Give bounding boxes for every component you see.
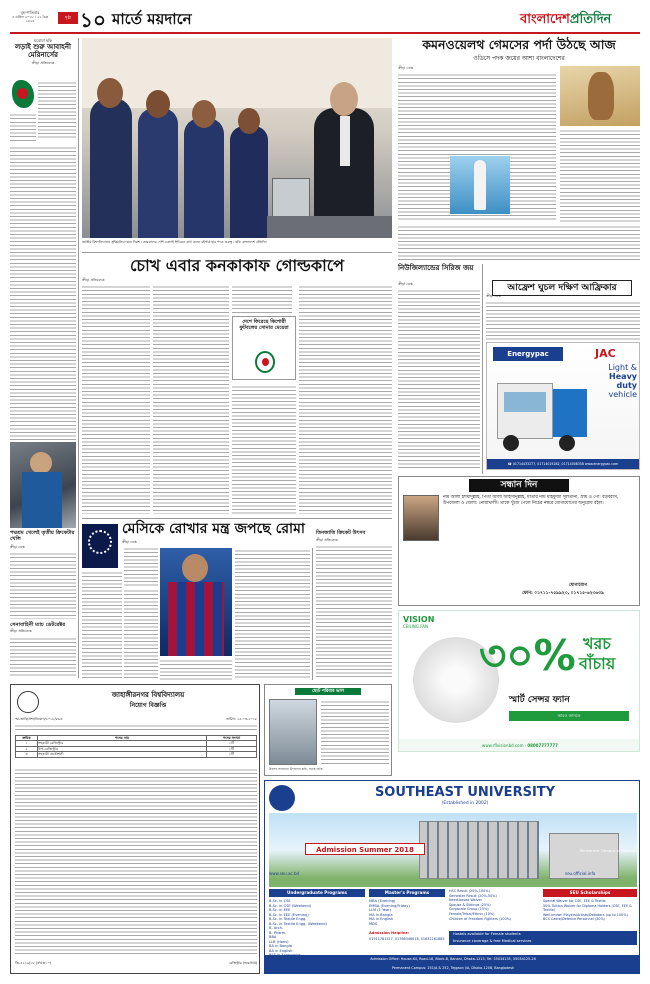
seu-masters-title: Master's Programs — [369, 889, 445, 897]
ju-sign: রেজিস্ট্রার (ভারপ্রাপ্ত) — [228, 961, 257, 965]
story3-headline: সেনাবাহিনী ম্যাচ ডেটরেক্টর — [10, 622, 66, 628]
list-item: HSC Result (20%-100%) — [449, 889, 490, 893]
list-item: 50% Tuition Waiver for Diploma Holders (CSE, EEE & Textile) — [543, 903, 632, 913]
seu-address: Permanent Campus: 251/A & 252, Tejgaon I/A, Dhaka-1208, Bangladesh — [391, 966, 515, 970]
missing-body: নাম আলী ইশমাদুল্লাহ, পিতা আলী আহসানুল্লাহ, মাতার নাম মাহফুজা সুলতানা, গ্রাম ও পো: বড়বরাস, উপজেলা ও জেলা: নোয়াখালী। তাকে খুঁজে পেলে নিচের নম্বরে যোগাযোগের অনুরোধ রইল। — [443, 495, 619, 506]
day: বৃহস্পতিবার — [20, 10, 40, 15]
seu-helpline[interactable]: 01911781327, 01766348018, 01632261885 — [369, 937, 445, 941]
cricketer-photo — [10, 442, 76, 528]
seu-scholar-list — [543, 899, 637, 922]
champions-league-logo — [82, 524, 118, 568]
list-item: BA in Bangla — [269, 944, 292, 948]
list-item: MA in Bangla — [369, 912, 393, 917]
missing-contact-label: যোগাযোগ — [568, 583, 588, 588]
main-photo-caption: জাতীয় বিশ্বদলিদ্যালয় হ্রক্ষিমলিনে ছাত্র দিকশ । তারকাদের দেশি একদাই ইন্টারনে কথা বলেন বইপার্ক হার পদক গুরুত্ব । ছবি: বাংলাদেশ প্রতিদিন — [82, 240, 267, 244]
list-item: LLB (Hons) — [269, 939, 289, 944]
ju-date: তারিখ: ২৫-০৩-২০১৮ — [226, 717, 257, 721]
seu-name: SOUTHEAST UNIVERSITY — [374, 785, 556, 800]
kicker: ঘরোয়া হকি — [33, 38, 53, 43]
ju-table-header-cell: ক্রমিক — [16, 736, 38, 741]
kankakaf-text — [153, 284, 229, 514]
list-item: Need-based Waiver — [449, 898, 483, 903]
seu-ug-title: Undergraduate Programs — [269, 889, 365, 897]
vision-sub: স্মার্ট সেন্সর ফ্যান — [509, 695, 570, 705]
paper-name — [520, 12, 611, 28]
column-rule — [312, 548, 313, 680]
cricket-box-byline: ক্রীড়া প্রতিবেদক — [316, 538, 338, 542]
cwg-text — [560, 128, 640, 222]
messi-text — [124, 546, 158, 586]
story2-text — [10, 551, 76, 619]
seu-logo-icon — [269, 785, 295, 811]
messi-text — [82, 570, 122, 680]
africa-text — [486, 300, 640, 340]
table-cell: সহকারী প্রকৌশলী — [38, 752, 207, 757]
dateline — [10, 10, 50, 24]
story2-byline: ক্রীড়া ডেস্ক — [10, 545, 25, 549]
masthead-rule — [10, 32, 640, 34]
ju-post-table — [15, 735, 257, 758]
small-ad-body: উৎসব সাবধানে উদযাপন করি, সতর্ক থাকি — [269, 767, 323, 771]
list-item: EMBA (Evening/Friday) — [369, 903, 410, 908]
table-cell: ১টি — [207, 752, 257, 757]
vision-brand: VISION — [403, 615, 435, 624]
seu-scholar-title: SEU Scholarships — [543, 889, 637, 897]
seu-facebook[interactable]: seu.official.info — [565, 871, 596, 876]
vision-price-label: আরও জানতে — [509, 711, 629, 721]
kankakaf-text — [82, 284, 150, 514]
kankakaf-text — [232, 384, 296, 514]
left-byline: ক্রীড়া প্রতিবেদক — [31, 61, 55, 65]
list-item: Well-known Players/Artists/Debaters (up to 100%) — [543, 912, 628, 917]
ju-job-notice — [10, 684, 260, 974]
cwg-venue-photo — [450, 156, 510, 214]
list-item: B.Sc. in Textile Engg. — [269, 917, 307, 921]
ju-footer: জি-৫২১৯/১৮ (৩½×১০) — [15, 961, 52, 965]
slogan-line: duty — [616, 381, 637, 390]
missing-person-photo — [403, 495, 439, 541]
seu-ug-list — [269, 899, 365, 958]
list-item: BCS Cadre/Defence Personnel (30%) — [543, 917, 605, 922]
story2-headline: পদ্মশ্রম খেলেই তৃতীয় ক্রিকেটার খেলি — [10, 530, 75, 542]
list-item: MA in English — [369, 917, 394, 921]
energypac-ad[interactable] — [486, 342, 640, 470]
ju-intro-text — [15, 723, 257, 733]
list-item: B. Arch. — [269, 926, 284, 930]
energypac-slogan — [587, 363, 637, 399]
missing-title: সন্ধান দিন — [469, 479, 569, 492]
slogan-line: Heavy — [609, 372, 637, 381]
seu-footer — [265, 955, 640, 974]
list-item: B.Sc. in CSE — [269, 899, 291, 903]
kankakaf-quote-box — [232, 316, 296, 380]
story3-text — [10, 636, 76, 676]
table-cell: উপ-রেজিস্ট্রার — [38, 746, 207, 751]
jac-logo: JAC — [595, 347, 616, 360]
list-item: Spouse & Siblings (25%) — [449, 902, 491, 907]
messi-photo — [160, 548, 232, 656]
cwg-headline: কমনওয়েলথ গেমসের পর্দা উঠছে আজ — [422, 37, 616, 52]
energypac-logo: Energypac — [493, 347, 563, 361]
kankakaf-headline: চোখ এবার কনকাকাফ গোল্ডকাপে — [129, 256, 345, 275]
missing-person-ad — [398, 476, 640, 606]
small-family-ad — [264, 684, 392, 776]
messi-text — [235, 548, 310, 680]
slogan-line: vehicle — [608, 390, 637, 399]
kankakaf-quote: দেশে ফিরেছে কিশোরী ফুটবলের সোনার মেয়েরা — [239, 319, 289, 331]
rule — [82, 252, 392, 253]
messi-byline: ক্রীড়া ডেস্ক — [122, 540, 137, 544]
truck-cabin — [497, 383, 553, 439]
seu-campus-label: Permanent Campus at Tejgaon — [580, 849, 635, 853]
column-rule — [78, 38, 79, 678]
list-item: BA in English — [269, 948, 293, 953]
seu-waiver-list — [449, 889, 539, 921]
vision-fan-ad[interactable] — [398, 610, 640, 752]
list-item: Special Waiver for CSE, EEE & Textile — [543, 899, 606, 903]
cwg-subhead: ওডিসে পদক জয়ের আশা বাংলাদেশের — [473, 55, 565, 62]
table-cell: ৩ — [16, 752, 38, 757]
small-ad-text — [321, 699, 389, 765]
ju-univ: জাহাঙ্গীরনগর বিশ্ববিদ্যালয় — [111, 691, 185, 699]
list-item: Female/Tribal/Ethnic (10%) — [449, 911, 495, 916]
vision-footer: www.rflvisionbd.com · 08007777777 — [399, 739, 640, 752]
page-word: পৃষ্ঠা — [58, 12, 78, 24]
list-item: Corporate Group (15%) — [449, 907, 489, 912]
truck-wheel — [503, 435, 519, 451]
cwg-text — [398, 224, 640, 262]
table-cell: সহকারী রেজিস্ট্রার — [38, 741, 207, 746]
africa-headline: আফ্রেশ ঘুচল দক্ষিণ আফ্রিকার — [492, 280, 632, 296]
left-story-text — [38, 80, 76, 140]
messi-headline: মেসিকে রোখার মন্ত্র জপছে রোমা — [122, 521, 305, 537]
ju-table-header-cell: পদের নাম — [38, 736, 207, 741]
bff-logo-icon — [255, 351, 275, 373]
ju-title: নিয়োগ বিজ্ঞপ্তি — [129, 702, 167, 709]
vision-tagline-2: বাঁচায় — [579, 654, 616, 673]
vision-site[interactable]: www.rflvisionbd.com — [482, 743, 524, 748]
seu-hostel-line: Hostels available for Female students — [453, 932, 521, 936]
messi-text — [160, 658, 232, 680]
seu-admission: Admission Summer 2018 — [305, 843, 425, 855]
nz-text — [398, 288, 480, 468]
seu-hostel-line: Insurance coverage & free Medical services — [453, 939, 532, 943]
vision-hotline[interactable]: 08007777777 — [527, 743, 558, 748]
truck-wheel — [559, 435, 575, 451]
table-cell: ১ — [16, 741, 38, 746]
seu-web[interactable]: www.seu.ac.bd — [269, 871, 300, 876]
cricket-box-text — [316, 544, 392, 680]
left-column — [10, 38, 76, 65]
left-story-text — [10, 112, 36, 142]
list-item: B.Sc. in EEE (Evening) — [269, 912, 309, 917]
bangladesh-map-flag — [12, 80, 34, 108]
truck-body — [553, 389, 587, 437]
seu-address: Admission Office: House-64, Road-18, Block-B, Banani, Dhaka-1213, Tel: 55034135, 55034125-28 — [370, 957, 536, 961]
kankakaf-byline: ক্রীড়া প্রতিবেদক — [82, 278, 105, 282]
date: ৫ এপ্রিল ২০১৮ । ২২ চৈত্র ১৪২৪ — [11, 15, 49, 24]
vision-product: CEILING FAN — [403, 624, 428, 629]
seu-masters-list — [369, 899, 445, 926]
kankakaf-text — [232, 284, 292, 314]
ju-body-text — [15, 767, 257, 957]
list-item: LLM (1 Year) — [369, 908, 392, 912]
list-item: Semester Result (20%-50%) — [449, 893, 497, 898]
column-rule — [482, 264, 483, 474]
page-number: ১০ — [80, 8, 106, 32]
cwg-byline: ক্রীড়া ডেস্ক — [398, 66, 414, 70]
list-item: B.Sc. in EEE — [269, 908, 291, 912]
vision-tagline-1: খরচ — [583, 634, 611, 653]
list-item: B. Pharm. — [269, 930, 287, 935]
cricket-box-headline: তিনজাতি ক্রিকেট উৎসব — [316, 530, 366, 536]
seu-helpline-label: Admission Helpline: — [369, 931, 410, 935]
ju-logo-icon — [17, 691, 39, 713]
list-item: Children of Freedom Fighters (100%) — [449, 916, 512, 921]
story3-byline: ক্রীড়া প্রতিবেদক — [10, 629, 32, 633]
southeast-university-ad[interactable] — [264, 780, 640, 974]
africa-byline: ক্রীড়া ডেস্ক — [486, 294, 501, 298]
nz-byline: ক্রীড়া ডেস্ক — [398, 282, 413, 286]
paper-name-b: প্রতিদিন — [569, 12, 612, 27]
messi-text — [124, 588, 158, 680]
section-label: মার্তে ময়দানে — [112, 10, 192, 28]
vision-big-figure: ৩০% — [479, 631, 576, 680]
ju-ref: স্মা-জাবি/প্রশা/নিয়োগ/২০১৮/৮৬৩ — [15, 717, 63, 721]
seu-hostel-box — [449, 931, 637, 945]
ju-table-header-cell: পদের সংখ্যা — [207, 736, 257, 741]
kankakaf-text — [299, 284, 392, 514]
table-cell: ১টি — [207, 741, 257, 746]
list-item: BBA — [269, 935, 277, 939]
missing-phone: ফোন: ০১৭১১-৭৫৯৯২৩, ০১৭১৫-৬২৩৬৩৯ — [522, 591, 604, 596]
list-item: MDS — [369, 921, 378, 926]
main-photo — [82, 38, 392, 238]
small-ad-title: ছোট পরিবার ভাল — [295, 688, 361, 695]
nz-headline: নিউজিল্যান্ডের সিরিজ জয় — [398, 264, 474, 272]
energypac-contact: ☎ 01714433277, 01714019282, 01714008358 www.energypac.com — [487, 459, 639, 469]
list-item: B.Sc. in Textile Engg. (Weekend) — [269, 921, 327, 926]
table-cell: ২ — [16, 746, 38, 751]
seu-established: (Established in 2002) — [441, 801, 489, 806]
list-item: B.Sc. in CSE (Weekend) — [269, 903, 312, 908]
paper-name-a: বাংলাদেশ — [520, 12, 570, 27]
left-story-text — [10, 145, 76, 441]
table-row — [16, 752, 257, 757]
table-cell: ১টি — [207, 746, 257, 751]
cwg-mascot-photo — [560, 66, 640, 126]
list-item: MBA (Evening) — [369, 899, 396, 903]
rule — [82, 518, 392, 519]
small-ad-photo — [269, 699, 317, 765]
slogan-line: Light & — [608, 363, 637, 372]
left-headline: লড়াই শুরু আবাহনী মেরিনার্সের — [14, 43, 72, 59]
